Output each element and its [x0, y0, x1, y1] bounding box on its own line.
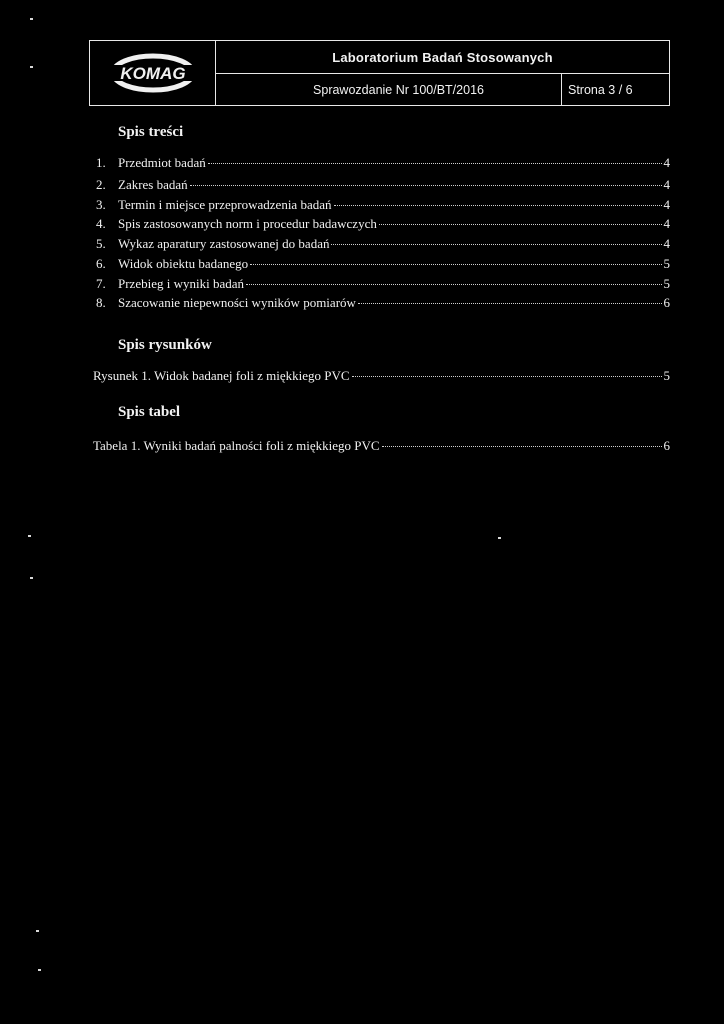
figure-entry-page: 5 — [663, 368, 670, 383]
table-entry-1[interactable] — [93, 438, 670, 454]
toc-entry-4[interactable] — [96, 216, 670, 232]
toc-entry-7[interactable] — [96, 276, 670, 292]
figures-heading: Spis rysunków — [118, 337, 212, 353]
figure-entry-1[interactable] — [93, 368, 670, 384]
toc-entry-title: Widok obiektu badanego — [118, 256, 249, 271]
toc-entry-page: 4 — [663, 216, 670, 231]
toc-entry-6[interactable] — [96, 256, 670, 272]
dot-leader — [331, 244, 661, 245]
toc-entry-page: 6 — [663, 295, 670, 310]
header-right — [216, 41, 669, 105]
header-bottom-row — [216, 74, 669, 105]
dot-leader — [379, 224, 662, 225]
toc-entry-number: 2. — [96, 177, 106, 192]
table-entry-title: Tabela 1. Wyniki badań palności foli z miękkiego PVC — [93, 438, 380, 453]
page-number: Strona 3 / 6 — [561, 74, 669, 105]
toc-entry-page: 4 — [663, 155, 670, 170]
dot-leader — [334, 205, 662, 206]
toc-entry-title: Przedmiot badań — [118, 155, 206, 170]
toc-entry-page: 4 — [663, 236, 670, 251]
toc-entry-8[interactable] — [96, 295, 670, 311]
tables-heading: Spis tabel — [118, 404, 181, 420]
dot-leader — [246, 284, 662, 285]
toc-entry-page: 5 — [663, 256, 670, 271]
toc-entry-title: Spis zastosowanych norm i procedur badawczych — [118, 216, 377, 231]
scan-speck — [28, 535, 31, 537]
table-entry-page: 6 — [663, 438, 670, 453]
document-header — [89, 40, 670, 106]
toc-entry-title: Przebieg i wyniki badań — [118, 276, 244, 291]
dot-leader — [250, 264, 661, 265]
toc-entry-1[interactable] — [96, 155, 670, 171]
toc-entry-5[interactable] — [96, 236, 670, 252]
scan-speck — [38, 969, 41, 971]
toc-entry-number: 1. — [96, 155, 106, 170]
dot-leader — [352, 376, 662, 377]
scan-speck — [30, 18, 33, 20]
toc-entry-number: 4. — [96, 216, 106, 231]
logo-cell — [90, 41, 216, 105]
dot-leader — [382, 446, 662, 447]
toc-entry-page: 4 — [663, 177, 670, 192]
logo-text: KOMAG — [119, 64, 186, 83]
toc-entry-number: 6. — [96, 256, 106, 271]
dot-leader — [358, 303, 662, 304]
dot-leader — [190, 185, 662, 186]
toc-entry-2[interactable] — [96, 177, 670, 193]
scan-speck — [36, 930, 39, 932]
toc-entry-number: 3. — [96, 197, 106, 212]
komag-logo — [103, 49, 203, 97]
figure-entry-title: Rysunek 1. Widok badanej foli z miękkiego PVC — [93, 368, 350, 383]
toc-entry-title: Termin i miejsce przeprowadzenia badań — [118, 197, 332, 212]
dot-leader — [208, 163, 662, 164]
report-number: Sprawozdanie Nr 100/BT/2016 — [313, 82, 484, 97]
toc-heading: Spis treści — [118, 124, 184, 140]
toc-entry-title: Szacowanie niepewności wyników pomiarów — [118, 295, 356, 310]
toc-entry-number: 8. — [96, 295, 106, 310]
toc-entry-number: 7. — [96, 276, 106, 291]
scan-speck — [30, 577, 33, 579]
toc-entry-title: Zakres badań — [118, 177, 188, 192]
toc-entry-title: Wykaz aparatury zastosowanej do badań — [118, 236, 330, 251]
toc-entry-3[interactable] — [96, 197, 670, 213]
scan-speck — [30, 66, 33, 68]
lab-name: Laboratorium Badań Stosowanych — [216, 41, 669, 74]
toc-entry-page: 4 — [663, 197, 670, 212]
toc-entry-number: 5. — [96, 236, 106, 251]
scan-speck — [498, 537, 501, 539]
toc-entry-page: 5 — [663, 276, 670, 291]
